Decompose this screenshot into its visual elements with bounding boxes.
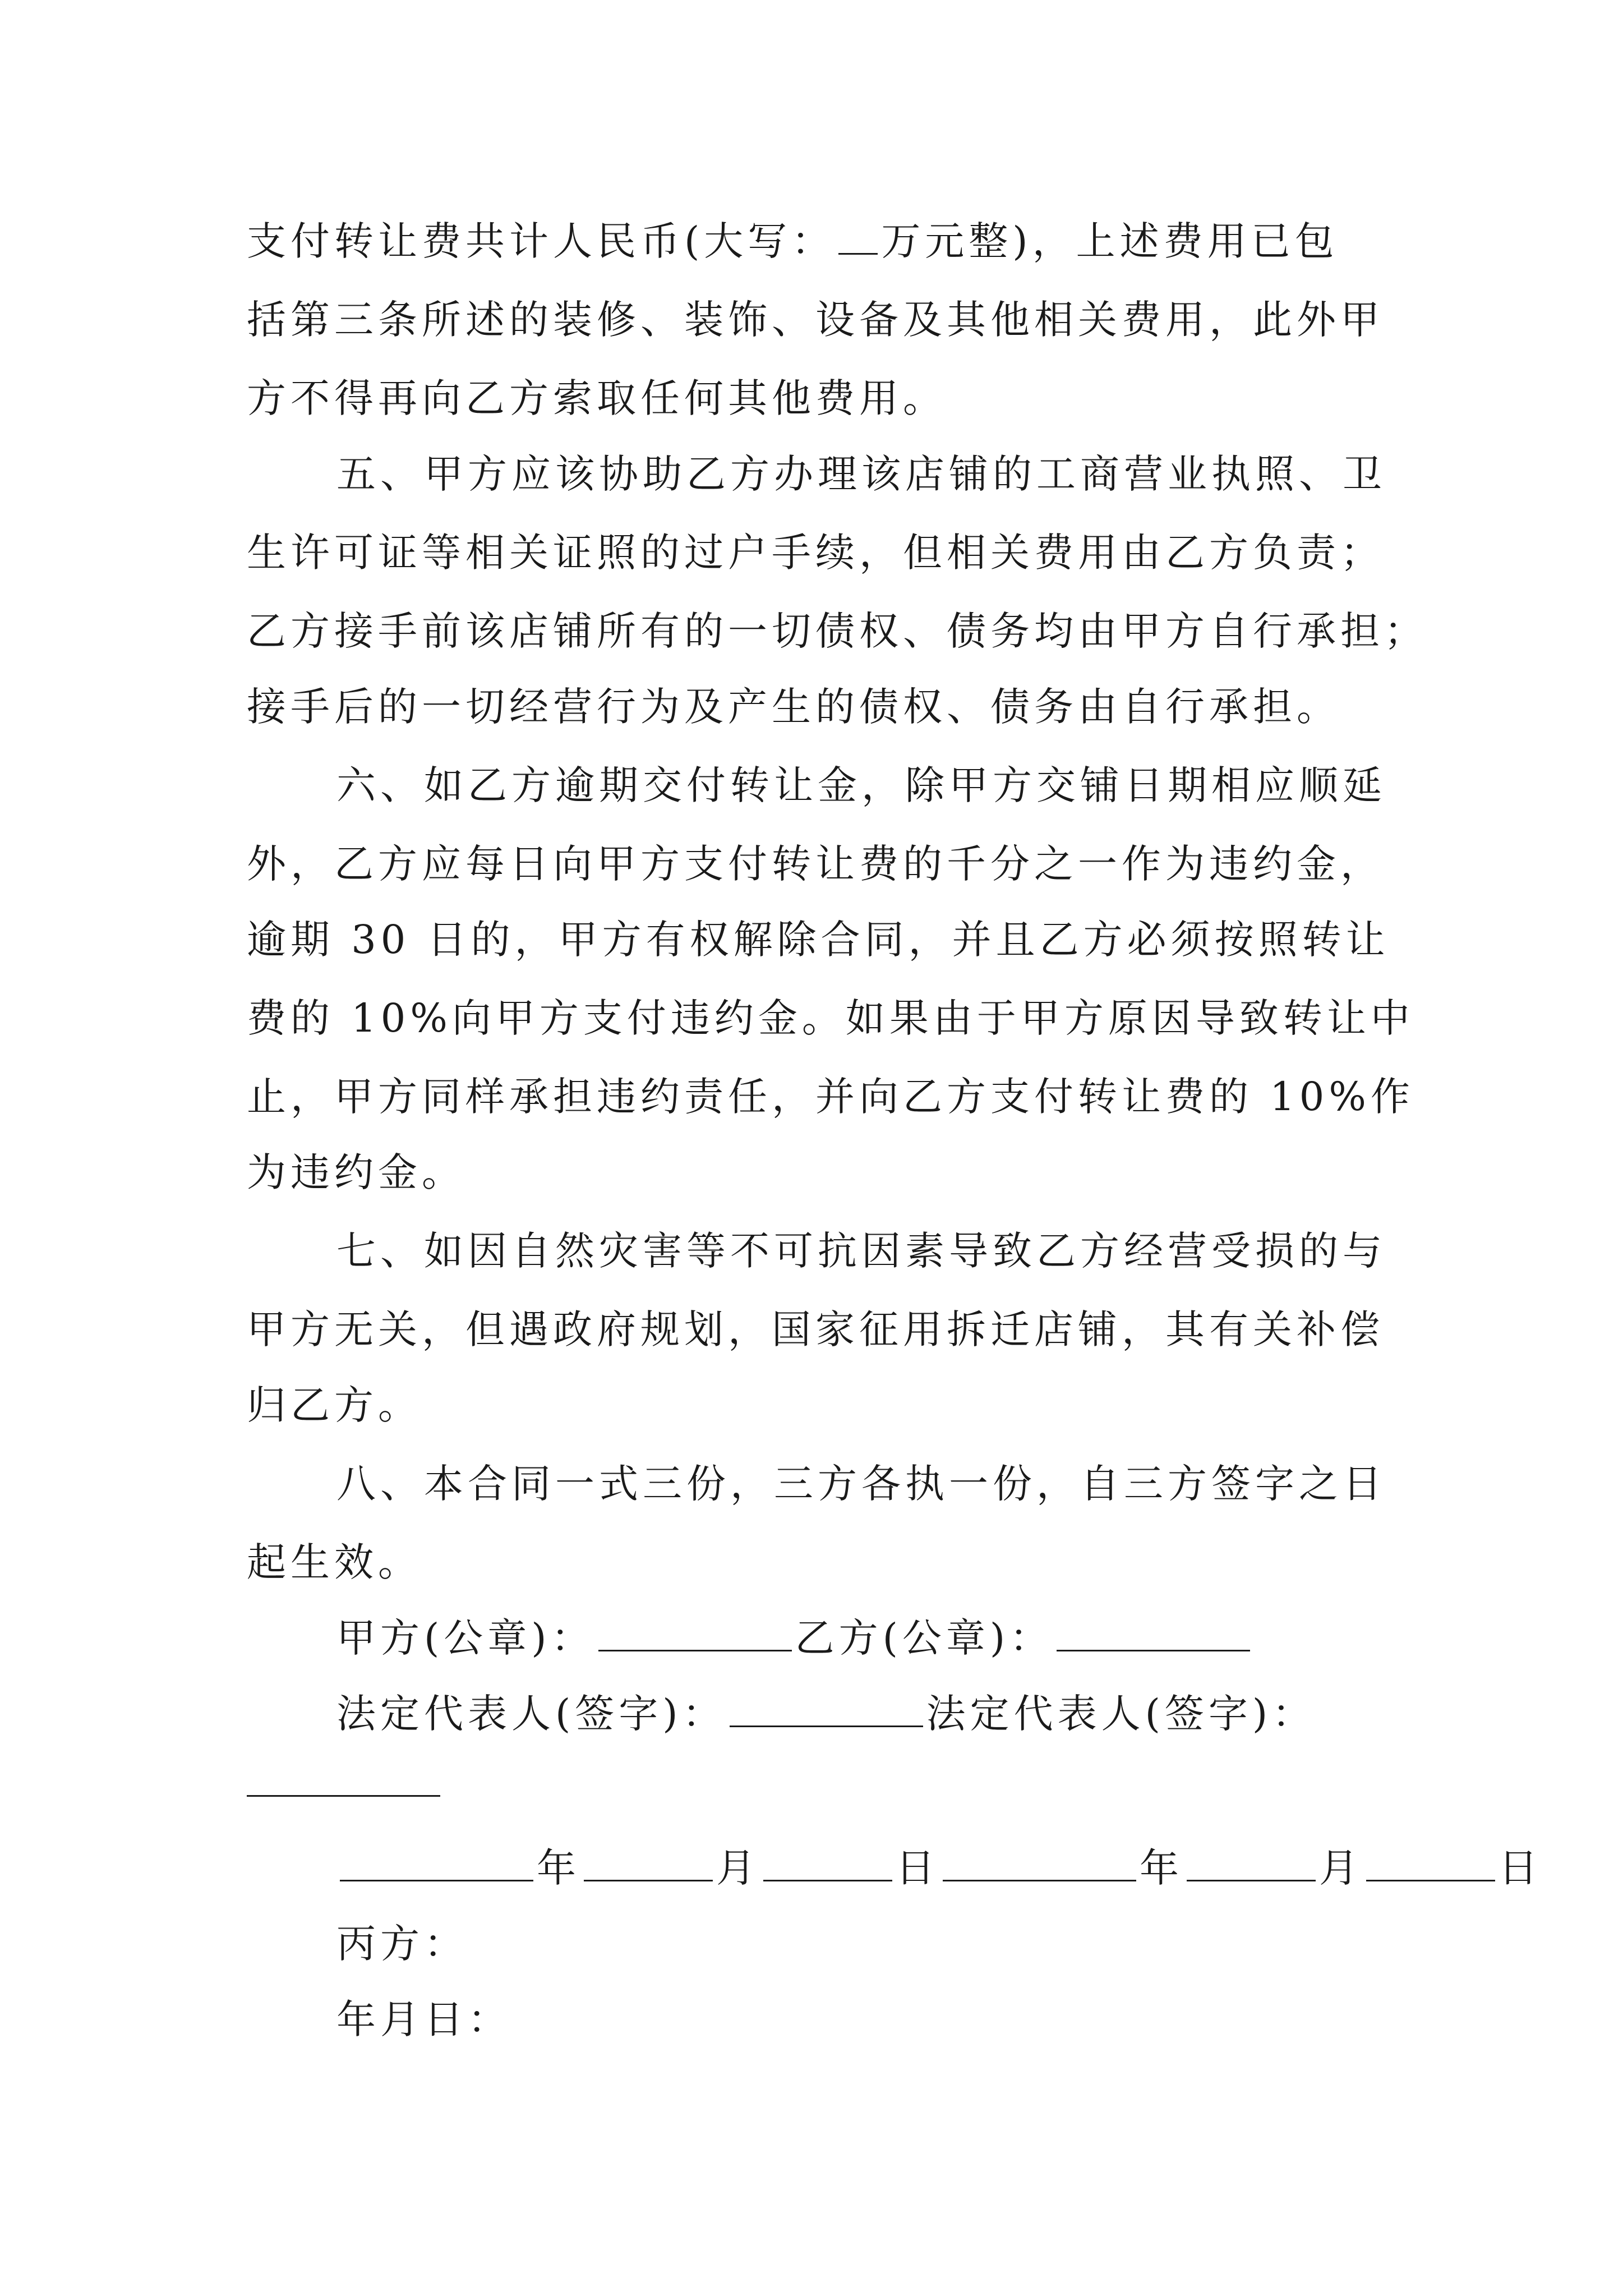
year-a-blank[interactable] bbox=[340, 1845, 533, 1881]
amount-blank[interactable] bbox=[838, 218, 878, 255]
para6-line6: 为违约金。 bbox=[247, 1149, 465, 1195]
text: 支付转让费共计人民币(大写： bbox=[247, 218, 836, 264]
para6-line3: 逾期 30 日的，甲方有权解除合同，并且乙方必须按照转让 bbox=[247, 917, 1390, 963]
para8-line2: 起生效。 bbox=[247, 1539, 422, 1585]
para4-line2: 括第三条所述的装修、装饰、设备及其他相关费用，此外甲 bbox=[247, 297, 1384, 343]
para6-line2: 外，乙方应每日向甲方支付转让费的千分之一作为违约金， bbox=[247, 841, 1384, 887]
rep-b-label: 法定代表人(签字)： bbox=[926, 1691, 1316, 1737]
rep-b-sign-blank[interactable] bbox=[247, 1795, 440, 1797]
rep-a-sign-blank[interactable] bbox=[730, 1691, 923, 1727]
para8-line1: 八、本合同一式三份，三方各执一份，自三方签字之日 bbox=[336, 1461, 1386, 1507]
text: 万元整)，上述费用已包 bbox=[881, 218, 1339, 264]
para6-line5: 止，甲方同样承担违约责任，并向乙方支付转让费的 10%作 bbox=[247, 1074, 1414, 1120]
para6-line1: 六、如乙方逾期交付转让金，除甲方交铺日期相应顺延 bbox=[336, 762, 1386, 808]
party-b-seal-blank[interactable] bbox=[1057, 1615, 1250, 1651]
para5-line2: 生许可证等相关证照的过户手续，但相关费用由乙方负责； bbox=[247, 530, 1384, 576]
party-c-label: 丙方： bbox=[336, 1921, 468, 1967]
day-b-blank[interactable] bbox=[1366, 1845, 1495, 1881]
signature-rep-row bbox=[336, 1688, 1316, 1739]
date-row bbox=[336, 1843, 1542, 1893]
para7-line1: 七、如因自然灾害等不可抗因素导致乙方经营受损的与 bbox=[336, 1228, 1386, 1274]
signature-party-row bbox=[336, 1613, 1253, 1663]
para6-line4: 费的 10%向甲方支付违约金。如果由于甲方原因导致转让中 bbox=[247, 995, 1414, 1041]
party-a-label: 甲方(公章)： bbox=[336, 1615, 595, 1661]
year-b-blank[interactable] bbox=[943, 1845, 1136, 1881]
para5-line3: 乙方接手前该店铺所有的一切债权、债务均由甲方自行承担； bbox=[247, 608, 1428, 654]
party-b-label: 乙方(公章)： bbox=[795, 1615, 1054, 1661]
year-label: 年 bbox=[1140, 1845, 1183, 1891]
para4-line1 bbox=[247, 216, 1339, 266]
date-label: 年月日： bbox=[336, 1996, 511, 2042]
para7-line3: 归乙方。 bbox=[247, 1382, 422, 1428]
para7-line2: 甲方无关，但遇政府规划，国家征用拆迁店铺，其有关补偿 bbox=[247, 1306, 1384, 1352]
day-a-blank[interactable] bbox=[763, 1845, 892, 1881]
month-label: 月 bbox=[716, 1845, 760, 1891]
para4-line3: 方不得再向乙方索取任何其他费用。 bbox=[247, 375, 947, 421]
month-b-blank[interactable] bbox=[1187, 1845, 1316, 1881]
month-label: 月 bbox=[1319, 1845, 1363, 1891]
para5-line4: 接手后的一切经营行为及产生的债权、债务由自行承担。 bbox=[247, 684, 1340, 730]
party-a-seal-blank[interactable] bbox=[598, 1615, 792, 1651]
day-label: 日 bbox=[896, 1845, 939, 1891]
day-label: 日 bbox=[1498, 1845, 1542, 1891]
month-a-blank[interactable] bbox=[584, 1845, 713, 1881]
year-label: 年 bbox=[537, 1845, 580, 1891]
rep-a-label: 法定代表人(签字)： bbox=[336, 1691, 726, 1737]
para5-line1: 五、甲方应该协助乙方办理该店铺的工商营业执照、卫 bbox=[336, 451, 1386, 497]
